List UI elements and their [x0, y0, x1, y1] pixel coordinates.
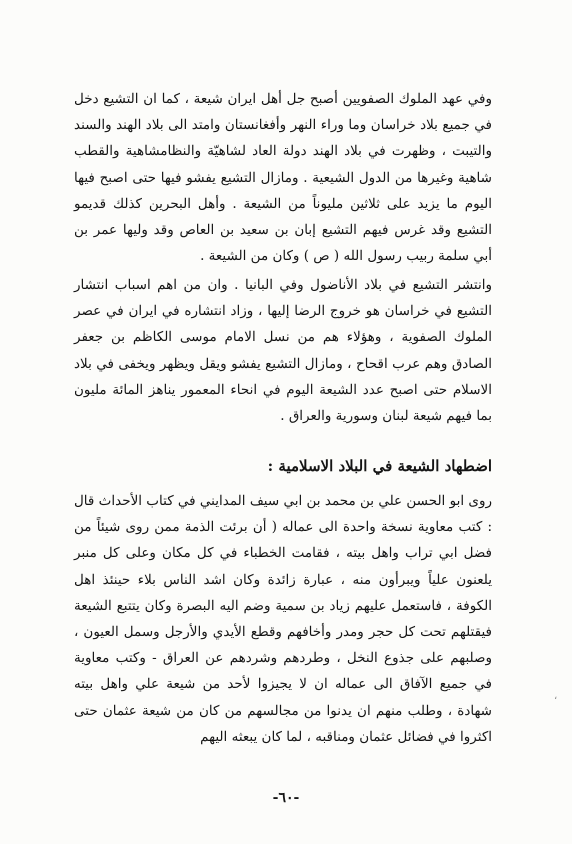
margin-mark: ،	[554, 691, 558, 702]
section-heading: اضطهاد الشيعة في البلاد الاسلامية :	[267, 457, 492, 475]
page-number: -٦٠-	[272, 790, 300, 806]
paragraph-spread-of-shiism: وانتشر التشيع في بلاد الأناضول وفي البانيا . وان من اهم اسباب انتشار التشيع في خراسان هو خروج الرضا إليها ، وزاد انتشاره في ايران في عصر الملوك الصفوية ، وهؤلاء هم من نسل الامام موسى الكاظم بن جعفر الصادق وهم عرب اقحاح ، ومازال التشيع يفشو ويقل ويظهر ويخفى في بلاد الاسلام حتى اصبح عدد الشيعة اليوم في انحاء المعمور يناهز المائة مليون بما فيهم شيعة لبنان وسورية والعراق .	[74, 277, 492, 425]
paragraph-safavid-era: وفي عهد الملوك الصفويين أصبح جل أهل ايران شيعة ، كما ان التشيع دخل في جميع بلاد خراسان وما وراء النهر وأفغانستان وامتد الى بلاد الهند والسند والتيبت ، وظهرت في بلاد الهند دولة العاد لشاهيّة والنظامشاهية والقطب شاهية وغيرها من الدول الشيعية . ومازال التشيع يفشو فيها حتى اصبح فيها اليوم ما يزيد على ثلاثين مليوناً من الشيعة . وأهل البحرين كذلك قديمو التشيع وقد غرس فيهم التشيع إبان بن سعيد بن العاص وقد وليها عمر بن أبي سلمة ربيب رسول الله ( ص ) وكان من الشيعة .	[74, 91, 492, 265]
paragraph-persecution: روى ابو الحسن علي بن محمد بن ابي سيف المدايني في كتاب الأحداث قال : كتب معاوية نسخة واحدة الى عماله ( أن برئت الذمة ممن روى شيئاً من فضل ابي تراب واهل بيته ، فقامت الخطباء في كل مكان وعلى كل منبر يلعنون علياً ويبرأون منه ، عبارة زائدة وكان اشد الناس بلاء حينئذ اهل الكوفة ، فاستعمل عليهم زياد بن سمية وضم اليه البصرة وكان يتتبع الشيعة فيقتلهم تحت كل حجر ومدر وأخافهم وقطع الأيدي والأرجل وسمل العيون ، وصلبهم على جذوع النخل ، وطردهم وشردهم عن العراق - وكتب معاوية في جميع الآفاق الى عماله ان لا يجيزوا لأحد من شيعة علي واهل بيته شهادة ، وطلب منهم ان يدنوا من مجالسهم من كان من شيعة عثمان حتى اكثروا في فضائل عثمان ومناقبه ، لما كان يبعثه اليهم	[74, 493, 492, 745]
